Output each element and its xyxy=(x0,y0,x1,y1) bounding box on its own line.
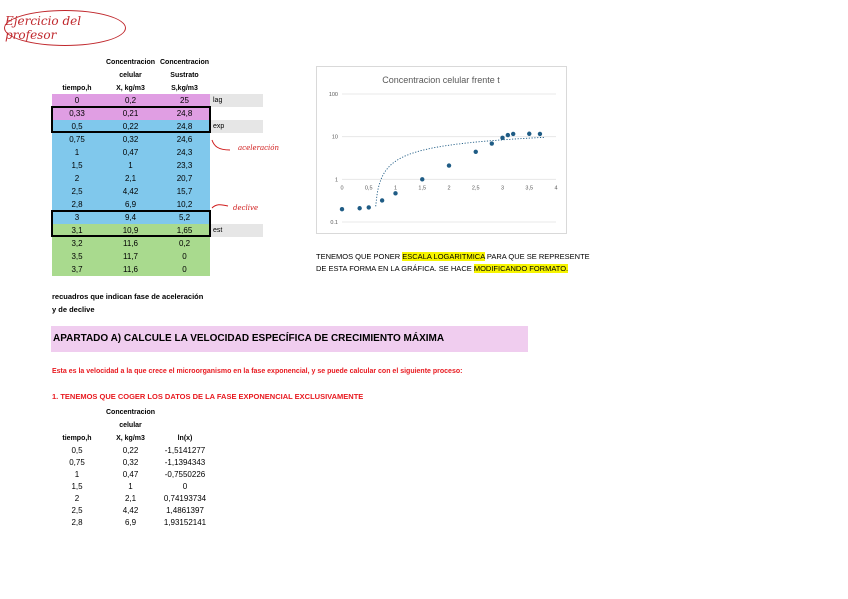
t1-cell-x: 1 xyxy=(102,159,159,172)
t1-cell-t: 3 xyxy=(52,211,102,224)
t1-cell-s: 0 xyxy=(159,263,210,276)
t1-cell-t: 3,5 xyxy=(52,250,102,263)
phase-label-lag: lag xyxy=(210,94,263,107)
t1-cell-s: 1,65 xyxy=(159,224,210,237)
t2-cell-x: 6,9 xyxy=(124,518,137,527)
t1-cell-s: 25 xyxy=(159,94,210,107)
t1-cell-x: 11,7 xyxy=(102,250,159,263)
t1-cell-x: 6,9 xyxy=(102,198,159,211)
t1-header-substrate: Concentracion Sustrato S,kg/m3 xyxy=(159,59,209,92)
t1-cell-t: 1,5 xyxy=(52,159,102,172)
t1-cell-t: 2,8 xyxy=(52,198,102,211)
t2-cell-t: 2,5 xyxy=(71,506,83,515)
t2-cell-ln: -1,5141277 xyxy=(164,446,206,455)
highlight-format: MODIFICANDO FORMATO. xyxy=(473,264,569,273)
t2-cell-t: 0,5 xyxy=(71,446,83,455)
chart-point xyxy=(357,206,361,210)
t1-cell-x: 11,6 xyxy=(102,263,159,276)
t1-cell-x: 2,1 xyxy=(102,172,159,185)
t2-cell-ln: -0,7550226 xyxy=(164,470,206,479)
chart-title: Concentracion celular frente t xyxy=(382,75,500,85)
t1-cell-t: 2,5 xyxy=(52,185,102,198)
t1-cell-s: 15,7 xyxy=(159,185,210,198)
phase-label-exp: exp xyxy=(210,120,263,133)
t1-cell-s: 24,8 xyxy=(159,120,210,133)
professor-stamp: Ejercicio del profesor xyxy=(4,10,126,46)
t1-cell-t: 2 xyxy=(52,172,102,185)
t2-cell-t: 0,75 xyxy=(69,458,85,467)
t2-cell-x: 0,32 xyxy=(122,458,139,467)
t2-cell-ln: 1,93152141 xyxy=(163,518,207,527)
t1-cell-t: 3,7 xyxy=(52,263,102,276)
t1-cell-x: 0,47 xyxy=(102,146,159,159)
chart-x-tick: 0 xyxy=(340,185,344,192)
t1-cell-x: 0,22 xyxy=(102,120,159,133)
decline-box xyxy=(51,210,211,237)
highlight-log-scale: ESCALA LOGARITMICA xyxy=(402,252,485,261)
t1-cell-x: 4,42 xyxy=(102,185,159,198)
t2-header-ln: ln(x) xyxy=(177,435,193,442)
annotation-declive: declive xyxy=(233,204,259,212)
chart-point xyxy=(447,163,451,167)
chart-point xyxy=(393,191,397,195)
t1-cell-t: 0,75 xyxy=(52,133,102,146)
t2-cell-ln: 0 xyxy=(182,482,188,491)
t2-cell-ln: 1,4861397 xyxy=(166,506,204,515)
t2-cell-x: 1 xyxy=(128,482,133,491)
section-intro: Esta es la velocidad a la que crece el microorganismo en la fase exponencial, y se puede calcular con el siguiente proceso: xyxy=(52,368,463,375)
t2-cell-x: 4,42 xyxy=(122,506,139,515)
t1-cell-x: 11,6 xyxy=(102,237,159,250)
t1-cell-x: 0,2 xyxy=(102,94,159,107)
chart-point xyxy=(500,136,504,140)
t2-cell-t: 1,5 xyxy=(71,482,83,491)
step-1: 1. TENEMOS QUE COGER LOS DATOS DE LA FASE EXPONENCIAL EXCLUSIVAMENTE xyxy=(52,392,364,401)
t1-cell-s: 0,2 xyxy=(159,237,210,250)
t1-cell-s: 23,3 xyxy=(159,159,210,172)
chart-point xyxy=(511,132,515,136)
t1-header-time: tiempo,h xyxy=(62,85,92,92)
chart-y-tick: 1 xyxy=(334,177,338,184)
t2-cell-t: 2 xyxy=(74,494,80,503)
t1-cell-t: 0 xyxy=(52,94,102,107)
t1-cell-s: 24,3 xyxy=(159,146,210,159)
t2-cell-t: 1 xyxy=(74,470,80,479)
section-heading: APARTADO A) CALCULE LA VELOCIDAD ESPECÍFICA DE CRECIMIENTO MÁXIMA xyxy=(51,326,528,352)
chart-x-tick: 2,5 xyxy=(471,185,480,192)
t1-cell-s: 5,2 xyxy=(159,211,210,224)
t1-cell-s: 24,8 xyxy=(159,107,210,120)
chart-point xyxy=(340,207,344,211)
growth-chart xyxy=(316,66,567,234)
t1-cell-t: 0,5 xyxy=(52,120,102,133)
chart-point xyxy=(538,132,542,136)
t1-cell-x: 0,21 xyxy=(102,107,159,120)
chart-frame xyxy=(317,67,567,234)
t1-cell-x: 10,9 xyxy=(102,224,159,237)
chart-x-tick: 0,5 xyxy=(364,185,373,192)
chart-y-tick: 0.1 xyxy=(330,220,338,226)
chart-y-tick: 10 xyxy=(331,134,338,141)
chart-point xyxy=(474,150,478,154)
t1-cell-t: 1 xyxy=(52,146,102,159)
chart-x-tick: 1 xyxy=(393,185,398,192)
chart-x-tick: 3,5 xyxy=(525,185,534,192)
chart-note: TENEMOS QUE PONER ESCALA LOGARITMICA PARA QUE SE REPRESENTE DE ESTA FORMA EN LA GRÁFICA. SE HACE MODIFICANDO FORMATO. xyxy=(316,252,590,273)
t2-cell-x: 0,22 xyxy=(122,446,139,455)
chart-y-tick: 100 xyxy=(328,92,338,98)
t2-cell-x: 2,1 xyxy=(124,494,137,503)
t1-cell-t: 0,33 xyxy=(52,107,102,120)
chart-point xyxy=(527,132,531,136)
chart-point xyxy=(380,198,384,202)
t1-cell-x: 9,4 xyxy=(102,211,159,224)
phase-label-est: est xyxy=(210,224,263,237)
chart-point xyxy=(506,133,510,137)
t1-cell-s: 10,2 xyxy=(159,198,210,211)
t2-cell-ln: 0,74193734 xyxy=(163,494,207,503)
boxes-note: recuadros que indican fase de aceleración y de declive xyxy=(52,292,204,314)
t1-cell-t: 3,1 xyxy=(52,224,102,237)
t1-cell-s: 0 xyxy=(159,250,210,263)
chart-point xyxy=(367,205,371,209)
t1-cell-x: 0,32 xyxy=(102,133,159,146)
t2-header-biomass: Concentracion celular X, kg/m3 xyxy=(105,409,155,442)
t1-header-biomass: Concentracion celular X, kg/m3 xyxy=(105,59,155,92)
t2-cell-ln: -1,1394343 xyxy=(164,458,206,467)
t1-cell-s: 24,6 xyxy=(159,133,210,146)
chart-x-tick: 1,5 xyxy=(418,185,427,192)
annotation-aceleracion: aceleración xyxy=(238,144,280,152)
t1-cell-s: 20,7 xyxy=(159,172,210,185)
chart-x-tick: 4 xyxy=(554,185,558,192)
chart-x-tick: 2 xyxy=(447,185,451,192)
chart-point xyxy=(490,141,494,145)
t1-cell-t: 3,2 xyxy=(52,237,102,250)
t2-cell-x: 0,47 xyxy=(122,470,139,479)
t2-cell-t: 2,8 xyxy=(71,518,83,527)
chart-point xyxy=(420,177,424,181)
chart-x-tick: 3 xyxy=(500,185,505,192)
t2-header-time: tiempo,h xyxy=(62,435,92,442)
acceleration-box xyxy=(51,106,211,133)
